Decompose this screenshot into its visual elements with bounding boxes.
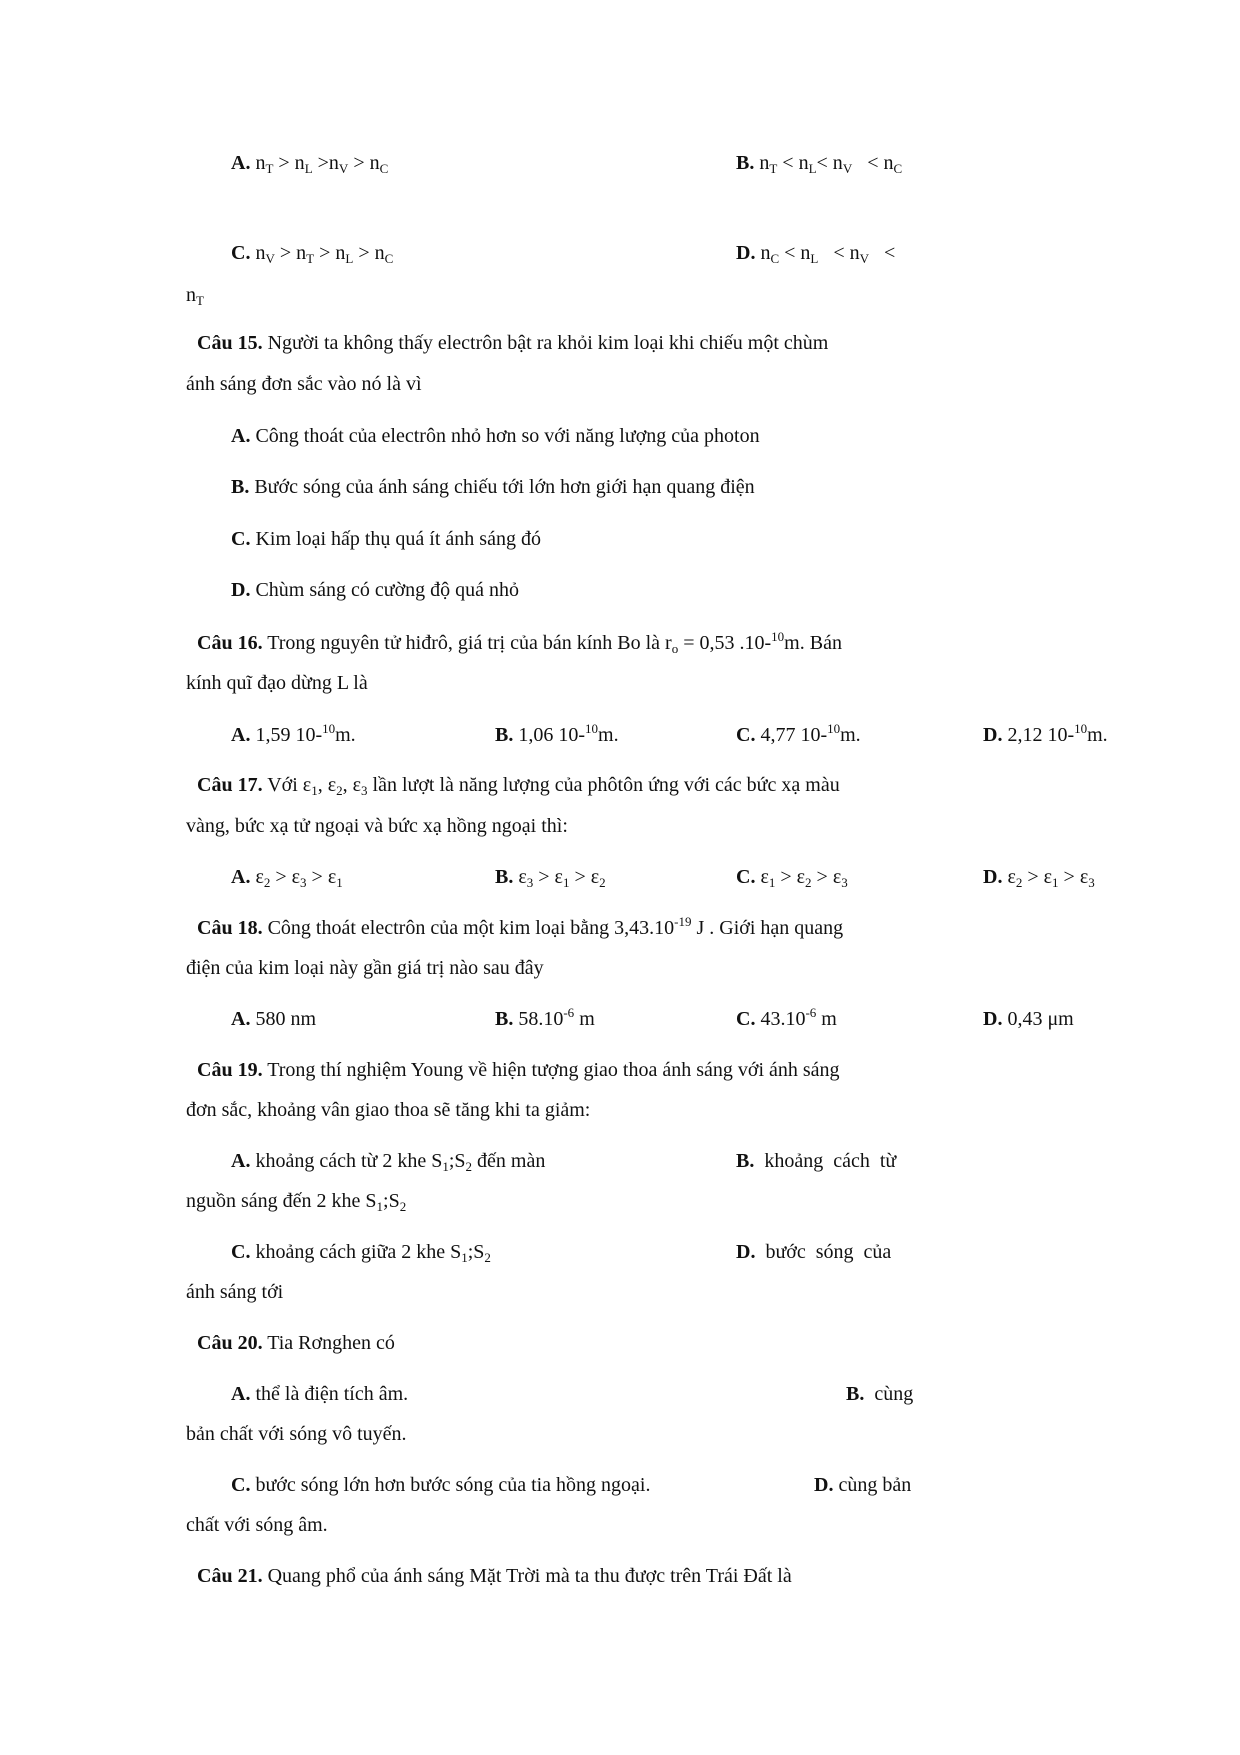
q19-option-b: B. khoảng cách từ bbox=[736, 1150, 897, 1172]
q20-stem: Câu 20. Tia Rơnghen có bbox=[197, 1332, 395, 1354]
q20-option-c: C. bước sóng lớn hơn bước sóng của tia hồng ngoại. bbox=[231, 1474, 651, 1496]
q15-option-c: C. Kim loại hấp thụ quá ít ánh sáng đó bbox=[231, 528, 541, 550]
q19-stem-line2: đơn sắc, khoảng vân giao thoa sẽ tăng khi ta giảm: bbox=[186, 1099, 591, 1121]
q17-option-c: C. $\varepsilon_1 > \varepsilon_2 > \varepsilon_3$ bbox=[736, 866, 848, 890]
q15-option-d: D. Chùm sáng có cường độ quá nhỏ bbox=[231, 579, 520, 601]
q14-option-d: D. $n_C < n_L < n_V$ < bbox=[736, 242, 896, 266]
q19-option-b-continued: nguồn sáng đến 2 khe $S_1;S_2$ bbox=[186, 1190, 407, 1214]
q20-option-d: D. cùng bản bbox=[814, 1474, 912, 1496]
q16-stem-line2: kính quĩ đạo dừng L là bbox=[186, 672, 368, 694]
q18-option-b: B. $58.10^{-6}$ m bbox=[495, 1005, 595, 1030]
q18-option-a: A. 580 nm bbox=[231, 1008, 317, 1030]
q17-option-b: B. $\varepsilon_3 > \varepsilon_1 > \varepsilon_2$ bbox=[495, 866, 606, 890]
q19-option-d-continued: ánh sáng tới bbox=[186, 1281, 284, 1303]
q14-option-c: C. $n_V > n_T > n_L > n_C$ bbox=[231, 242, 394, 266]
q17-stem-line2: vàng, bức xạ tử ngoại và bức xạ hồng ngoại thì: bbox=[186, 815, 568, 837]
q17-stem-line1: Câu 17. Với $\varepsilon_1$, $\varepsilon_2$, $\varepsilon_3$ lần lượt là năng lượng của phôtôn ứng với các bức xạ màu bbox=[197, 774, 840, 798]
q19-option-a: A. khoảng cách từ 2 khe $S_1;S_2$ đến màn bbox=[231, 1150, 546, 1174]
q15-option-a: A. Công thoát của electrôn nhỏ hơn so với năng lượng của photon bbox=[231, 425, 760, 447]
q21-stem: Câu 21. Quang phổ của ánh sáng Mặt Trời mà ta thu được trên Trái Đất là bbox=[197, 1565, 792, 1587]
q16-option-a: A. 1,59 10-$^{10}$m. bbox=[231, 721, 356, 746]
q16-option-b: B. 1,06 10-$^{10}$m. bbox=[495, 721, 619, 746]
q20-option-b-continued: bản chất với sóng vô tuyến. bbox=[186, 1423, 407, 1445]
q18-stem-line2: điện của kim loại này gần giá trị nào sau đây bbox=[186, 957, 544, 979]
q16-option-d: D. 2,12 10-$^{10}$m. bbox=[983, 721, 1108, 746]
q20-option-b: B. cùng bbox=[846, 1383, 914, 1405]
q15-stem-line2: ánh sáng đơn sắc vào nó là vì bbox=[186, 373, 422, 395]
q20-option-a: A. thể là điện tích âm. bbox=[231, 1383, 409, 1405]
q18-option-c: C. $43.10^{-6}$ m bbox=[736, 1005, 837, 1030]
q19-option-c: C. khoảng cách giữa 2 khe $S_1;S_2$ bbox=[231, 1241, 491, 1265]
q16-option-c: C. 4,77 10-$^{10}$m. bbox=[736, 721, 861, 746]
q16-stem-line1: Câu 16. Trong nguyên tử hiđrô, giá trị của bán kính Bo là $r_o = 0,53$ .10-$^{10}$m. Bán bbox=[197, 629, 842, 656]
q15-option-b: B. Bước sóng của ánh sáng chiếu tới lớn hơn giới hạn quang điện bbox=[231, 476, 755, 498]
q19-stem-line1: Câu 19. Trong thí nghiệm Young về hiện tượng giao thoa ánh sáng với ánh sáng bbox=[197, 1059, 840, 1081]
q20-option-d-continued: chất với sóng âm. bbox=[186, 1514, 328, 1536]
q15-stem-line1: Câu 15. Người ta không thấy electrôn bật ra khỏi kim loại khi chiếu một chùm bbox=[197, 332, 829, 354]
q14-option-d-continued: $n_T$ bbox=[186, 284, 204, 308]
q17-option-a: A. $\varepsilon_2 > \varepsilon_3 > \varepsilon_1$ bbox=[231, 866, 343, 890]
q14-option-a: A. $n_T > n_L >n_V > n_C$ bbox=[231, 152, 389, 176]
q14-option-b: B. $n_T < n_L< n_V < n_C$ bbox=[736, 152, 903, 176]
q19-option-d: D. bước sóng của bbox=[736, 1241, 892, 1263]
q18-stem-line1: Câu 18. Công thoát electrôn của một kim loại bằng $3,43.10^{-19}$ J . Giới hạn quang bbox=[197, 914, 844, 939]
q17-option-d: D. $\varepsilon_2 > \varepsilon_1 > \varepsilon_3$ bbox=[983, 866, 1095, 890]
q18-option-d: D. 0,43 μm bbox=[983, 1008, 1074, 1030]
